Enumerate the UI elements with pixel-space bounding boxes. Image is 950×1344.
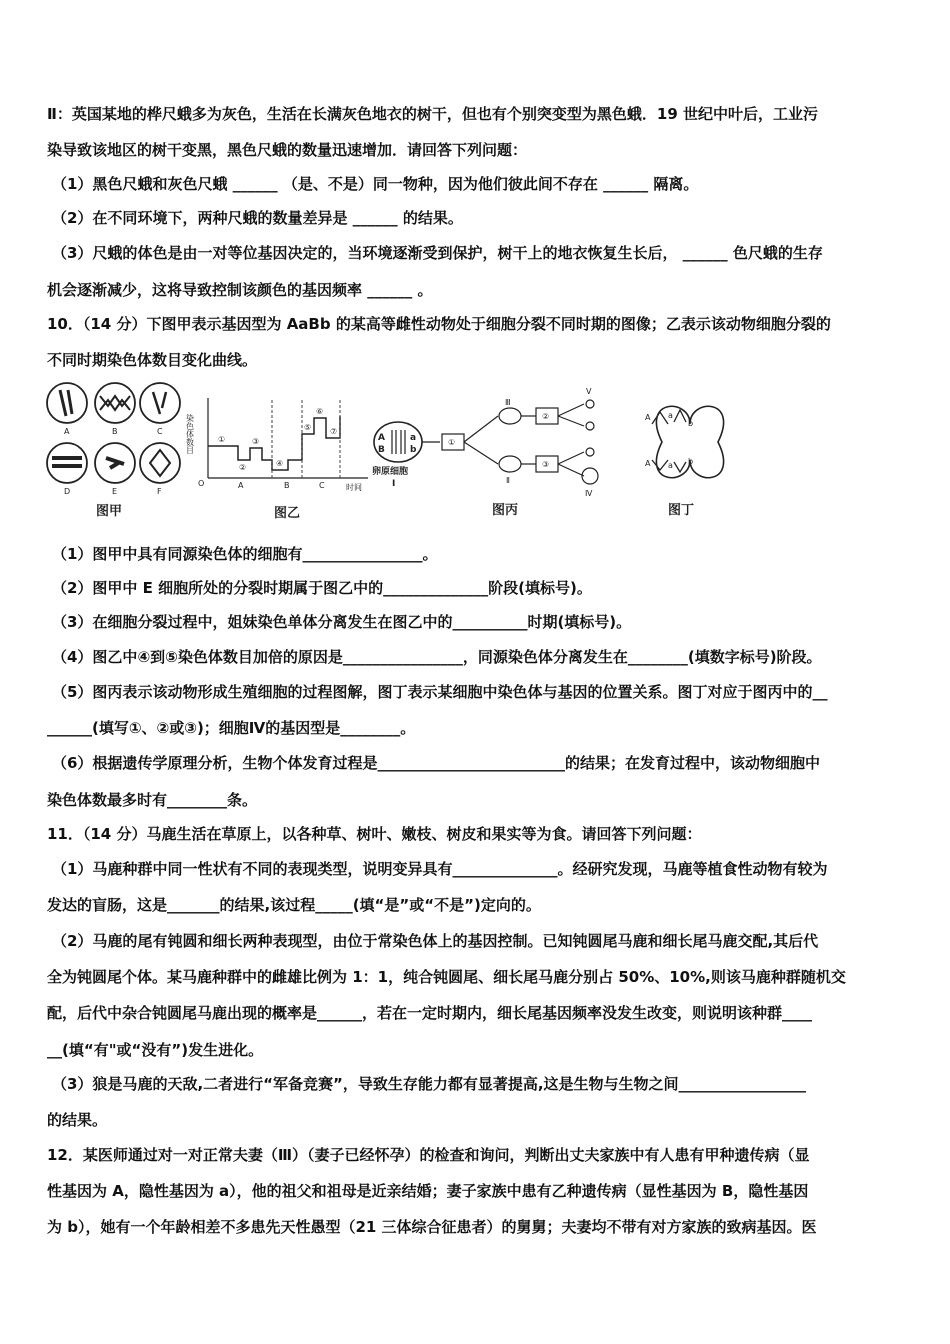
text-line: （3）在细胞分裂过程中，姐妹染色单体分离发生在图乙中的__________时期(填标号)。 [52,613,632,631]
gene-a-lower: a [410,433,417,443]
question-11-heading: 11．（14 分）马鹿生活在草原上，以各种草、树叶、嫩枝、树皮和果实等为食。请回答下列问题： [47,825,702,843]
figure-10 [40,378,910,523]
step-1: ① [448,438,456,447]
text-line: （2）在不同环境下，两种尺蛾的数量差异是 ______ 的结果。 [52,209,463,227]
ding-gene-4: A [645,459,651,468]
text-line: Ⅱ：英国某地的桦尺蛾多为灰色，生活在长满灰色地衣的树干，但也有个别突变型为黑色蛾．19 世纪中叶后，工业污 [47,105,818,123]
cell-label-e: E [112,487,118,496]
text-line: （2）马鹿的尾有钝圆和细长两种表现型，由位于常染色体上的基因控制。已知钝圆尾马鹿和细长尾马鹿交配,其后代 [52,932,819,950]
text-line: 为 b），她有一个年龄相差不多患先天性愚型（21 三体综合征患者）的舅舅；夫妻均不带有对方家族的致病基因。医 [47,1218,817,1236]
caption-bing: 图丙 [492,503,519,518]
yi-phase-1: ① [218,435,226,444]
yi-phase-7: ⑦ [330,427,338,436]
text-line: （3）狼是马鹿的天敌,二者进行“军备竞赛”，导致生存能力都有显著提高,这是生物与生物之间_________________ [52,1075,807,1093]
step-3: ③ [542,460,550,469]
roman-I: Ⅰ [392,479,396,489]
yi-ylabel: 染色体数目 [185,414,195,454]
caption-ding: 图丁 [668,503,695,518]
roman-II: Ⅱ [506,476,510,485]
ding-gene-3: b [688,419,694,428]
cell-label-b: B [112,427,118,436]
roman-III: Ⅲ [505,398,511,407]
text-line: （1）黑色尺蛾和灰色尺蛾 ______ （是、不是）同一物种，因为他们彼此间不存在 ______ 隔离。 [52,175,699,193]
yi-phase-2: ② [239,463,247,472]
cell-label-a: A [64,427,70,436]
figure-ding [645,406,724,518]
step-2: ② [542,412,550,421]
question-10-heading: 10．（14 分）下图甲表示基因型为 AaBb 的某高等雌性动物处于细胞分裂不同时期的图像；乙表示该动物细胞分裂的 [47,315,831,333]
text-line: （1）图甲中具有同源染色体的细胞有________________。 [52,545,438,563]
text-line: （5）图丙表示该动物形成生殖细胞的过程图解，图丁表示某细胞中染色体与基因的位置关系。图丁对应于图丙中的__ [52,683,828,701]
text-line: __(填“有"或“没有”)发生进化。 [47,1041,264,1059]
text-line: ______(填写①、②或③)；细胞Ⅳ的基因型是________。 [47,719,416,737]
text-line: 的结果。 [47,1111,108,1129]
yi-phase-5: ⑤ [304,423,312,432]
yi-stage-c: C [319,481,325,490]
text-line: （4）图乙中④到⑤染色体数目加倍的原因是________________，同源染色体分离发生在________(填数字标号)阶段。 [52,648,822,666]
text-line: 机会逐渐减少，这将导致控制该颜色的基因频率 ______ 。 [47,281,433,299]
gene-a-upper: A [378,433,385,443]
question-12-heading: 12．某医师通过对一对正常夫妻（Ⅲ）（妻子已经怀孕）的检查和询问，判断出丈夫家族中有人患有甲种遗传病（显 [47,1146,810,1164]
text-line: （2）图甲中 E 细胞所处的分裂时期属于图乙中的______________阶段(填标号)。 [52,579,592,597]
ding-gene-6: b [688,457,694,466]
ding-gene-5: a [668,461,673,470]
yi-phase-6: ⑥ [316,407,324,416]
text-line: 全为钝圆尾个体。某马鹿种群中的雌雄比例为 1：1，纯合钝圆尾、细长尾马鹿分别占 50%、10%,则该马鹿种群随机交 [47,968,846,986]
text-line: （1）马鹿种群中同一性状有不同的表现类型，说明变异具有______________。经研究发现，马鹿等植食性动物有较为 [52,860,828,878]
yi-phase-3: ③ [252,437,260,446]
text-line: 性基因为 A，隐性基因为 a），他的祖父和祖母是近亲结婚；妻子家族中患有乙种遗传病（显性基因为 B，隐性基因 [47,1182,809,1200]
text-line: 发达的盲肠，这是_______的结果,该过程_____(填“是”或“不是”)定向的。 [47,896,541,914]
cell-label-d: D [64,487,71,496]
cell-label-c: C [157,427,163,436]
caption-yi: 图乙 [274,506,301,521]
ding-gene-1: A [645,413,651,422]
oogonium-label: 卵原细胞 [372,467,409,477]
roman-IV: Ⅳ [585,489,593,498]
yi-origin: O [198,479,205,488]
yi-xlabel: 时间 [346,483,362,492]
text-line: 染色体数最多时有________条。 [47,791,258,809]
gene-b-lower: b [410,445,417,455]
cell-label-f: F [157,487,162,496]
figure-yi [186,398,369,521]
yi-stage-a: A [238,481,244,490]
caption-jia: 图甲 [96,504,123,519]
text-line: （6）根据遗传学原理分析，生物个体发育过程是_________________________的结果；在发育过程中，该动物细胞中 [52,754,820,772]
yi-phase-4: ④ [276,459,284,468]
figure-jia [47,383,180,519]
roman-V: Ⅴ [586,387,592,396]
text-line: 不同时期染色体数目变化曲线。 [47,351,258,369]
text-line: （3）尺蛾的体色是由一对等位基因决定的，当环境逐渐受到保护，树干上的地衣恢复生长后， ______ 色尺蛾的生存 [52,244,823,262]
text-line: 染导致该地区的树干变黑，黑色尺蛾的数量迅速增加．请回答下列问题： [47,141,528,159]
gene-b-upper: B [378,445,385,455]
figure-bing [372,387,598,518]
yi-stage-b: B [284,481,290,490]
text-line: 配，后代中杂合钝圆尾马鹿出现的概率是______，若在一定时期内，细长尾基因频率没发生改变，则说明该种群____ [47,1004,813,1022]
ding-gene-2: a [668,411,673,420]
